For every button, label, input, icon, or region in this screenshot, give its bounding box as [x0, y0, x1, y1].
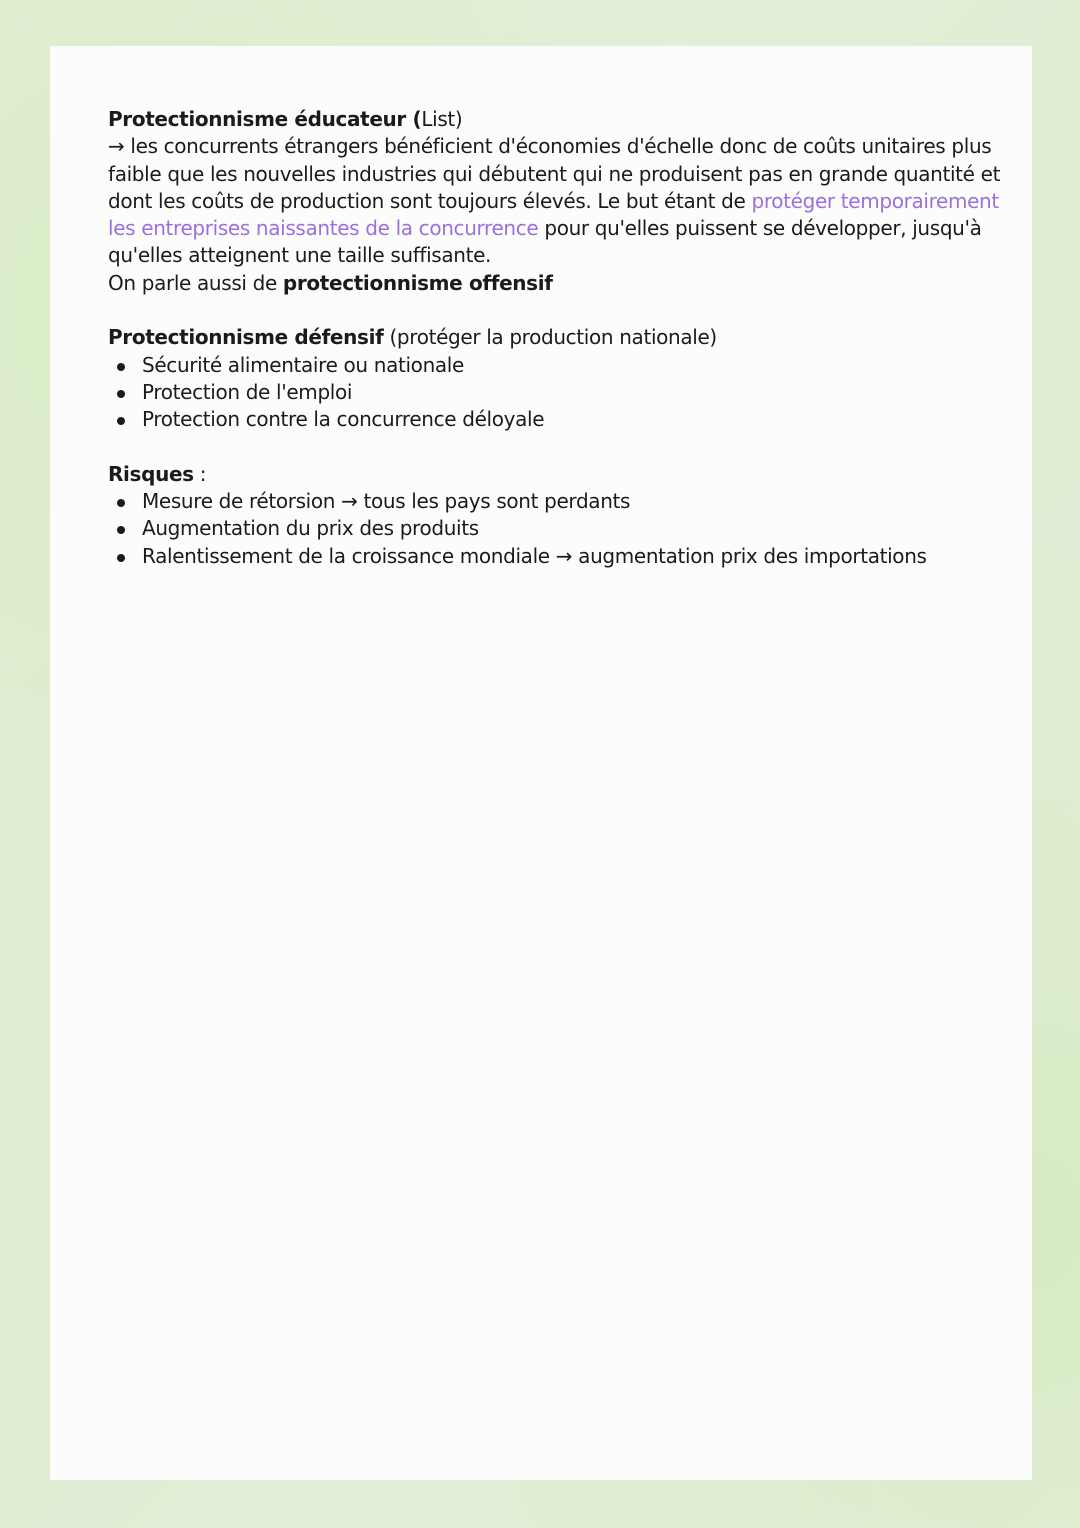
document-page — [50, 46, 1032, 1480]
list-item: Mesure de rétorsion → tous les pays sont perdants — [108, 488, 978, 515]
paragraph-line: qu'elles atteignent une taille suffisante. — [108, 243, 492, 268]
list-item: Protection contre la concurrence déloyale — [108, 406, 978, 433]
bullet-icon — [117, 554, 125, 562]
paragraph-line: les entreprises naissantes de la concurrence pour qu'elles puissent se développer, jusqu'à — [108, 216, 982, 241]
section-risques-title: Risques : — [108, 461, 207, 486]
bullet-icon — [117, 390, 125, 398]
paragraph-line: → les concurrents étrangers bénéficient d'économies d'échelle donc de coûts unitaires plus — [108, 134, 992, 159]
bullet-icon — [117, 526, 125, 534]
risques-list — [108, 488, 978, 570]
paragraph-line: dont les coûts de production sont toujours élevés. Le but étant de protéger temporairement — [108, 188, 999, 213]
paragraph-line: On parle aussi de protectionnisme offensif — [108, 270, 553, 295]
highlighted-text: les entreprises naissantes de la concurrence — [108, 216, 539, 241]
defensif-list — [108, 352, 978, 434]
bullet-icon — [117, 417, 125, 425]
list-item: Protection de l'emploi — [108, 379, 978, 406]
bullet-icon — [117, 363, 125, 371]
list-item: Augmentation du prix des produits — [108, 515, 978, 542]
list-item: Sécurité alimentaire ou nationale — [108, 352, 978, 379]
spacer — [108, 434, 978, 461]
paragraph-line: faible que les nouvelles industries qui débutent qui ne produisent pas en grande quantité et — [108, 161, 1001, 186]
document-content — [108, 106, 1001, 570]
section-defensif-title: Protectionnisme défensif (protéger la production nationale) — [108, 325, 717, 350]
spacer — [108, 297, 978, 324]
section-educateur-title: Protectionnisme éducateur (List) — [108, 107, 463, 131]
bullet-icon — [117, 499, 125, 507]
list-item: Ralentissement de la croissance mondiale → augmentation prix des importations — [108, 543, 978, 570]
highlighted-text: protéger temporairement — [751, 188, 999, 213]
